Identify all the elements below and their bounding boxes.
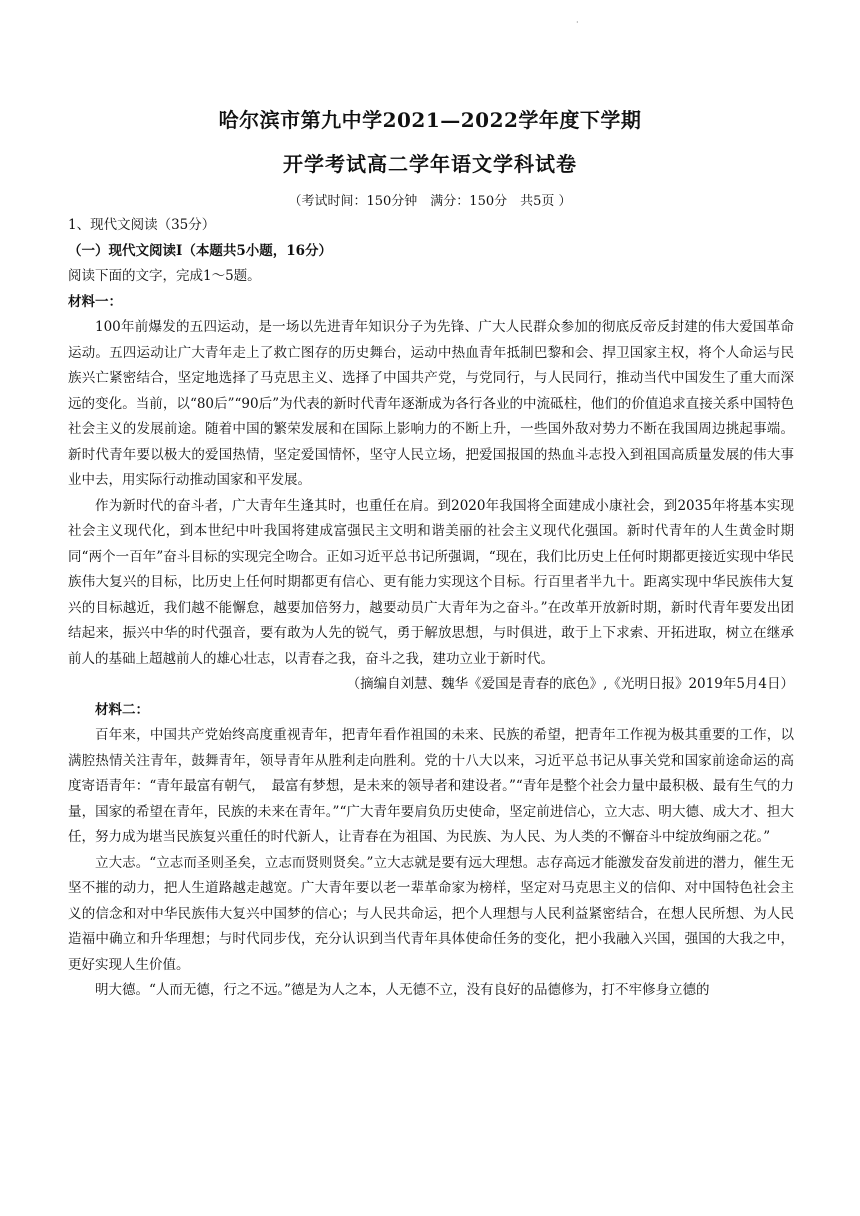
exam-info: （考试时间：150分钟 满分：150分 共5页 ） — [288, 194, 572, 209]
instruction: 阅读下面的文字，完成1～5题。 — [68, 268, 261, 284]
material1-label: 材料一： — [68, 293, 122, 310]
exam-body — [68, 213, 794, 1004]
material2-paragraph: 立大志。“立志而圣则圣矣，立志而贤则贤矣。”立大志就是要有远大理想。志存高远才能激发奋发前进的潜力，催生无坚不摧的动力，把人生道路越走越宽。广大青年要以老一辈革命家为榜样，坚定对马克思主义的信仰、对中国特色社会主义的信念和对中华民族伟大复兴中国梦的信心；与人民共命运，把个人理想与人民利益紧密结合，在想人民所想、为人民造福中确立和升华理想；与时代同步伐，充分认识到当代青年具体使命任务的变化，把小我融入兴国，强国的大我之中，更好实现人生价值。 — [68, 854, 794, 973]
material1-paragraph: 作为新时代的奋斗者，广大青年生逢其时，也重任在肩。到2020年我国将全面建成小康社会，到2035年将基本实现社会主义现代化，到本世纪中叶我国将建成富强民主文明和谐美丽的社会主义现代化强国。新时代青年的人生黄金时期同“两个一百年”奋斗目标的实现完全吻合。正如习近平总书记所强调，“现在，我们比历史上任何时期都更接近实现中华民族伟大复兴的目标，比历史上任何时期都更有信心、更有能力实现这个目标。行百里者半九十。距离实现中华民族伟大复兴的目标越近，我们越不能懈怠，越要加倍努力，越要动员广大青年为之奋斗。”在改革开放新时期，新时代青年要发出团结起来，振兴中华的时代强音，要有敢为人先的锐气，勇于解放思想，与时俱进，敢于上下求索、开拓进取，树立在继承前人的基础上超越前人的雄心壮志，以青春之我，奋斗之我，建功立业于新时代。 — [68, 497, 794, 667]
material2-paragraph: 百年来，中国共产党始终高度重视青年，把青年看作祖国的未来、民族的希望，把青年工作视为极其重要的工作，以满腔热情关注青年，鼓舞青年，领导青年从胜利走向胜利。党的十八大以来，习近平总书记从事关党和国家前途命运的高度寄语青年：“青年最富有朝气， 最富有梦想，是未来的领导者和建设者。”“青年是整个社会力量中最积极、最有生气的力量，国家的希望在青年，民族的未来在青年。”“广大青年要肩负历史使命，坚定前进信心，立大志、明大德、成大才、担大任，努力成为堪当民族复兴重任的时代新人，让青春在为祖国、为民族、为人民、为人类的不懈奋斗中绽放绚丽之花。” — [68, 727, 794, 845]
material2-paragraph: 明大德。“人而无德，行之不远。”德是为人之本，人无德不立，没有良好的品德修为，打不牢修身立德的 — [95, 982, 710, 998]
header-mark: · — [576, 18, 579, 27]
exam-title-line1: 哈尔滨市第九中学2021—2022学年度下学期 — [218, 108, 642, 132]
subsection-heading: （一）现代文阅读Ⅰ（本题共5小题，16分） — [68, 242, 332, 259]
material1-source: （摘编自刘慧、魏华《爱国是青春的底色》,《光明日报》2019年5月4日） — [346, 676, 794, 692]
exam-title-line2: 开学考试高二学年语文学科试卷 — [283, 152, 577, 176]
section-heading: 1、现代文阅读（35分） — [68, 217, 216, 233]
material2-label: 材料二： — [95, 701, 149, 718]
material1-paragraph: 100年前爆发的五四运动，是一场以先进青年知识分子为先锋、广大人民群众参加的彻底反帝反封建的伟大爱国革命运动。五四运动让广大青年走上了救亡图存的历史舞台，运动中热血青年抵制巴黎和会、捍卫国家主权，将个人命运与民族兴亡紧密结合，坚定地选择了马克思主义、选择了中国共产党，与党同行，与人民同行，推动当代中国发生了重大而深远的变化。当前，以“80后”“90后”为代表的新时代青年逐渐成为各行各业的中流砥柱，他们的价值追求直接关系中国特色社会主义的发展前途。随着中国的繁荣发展和在国际上影响力的不断上升，一些国外敌对势力不断在我国周边挑起事端。新时代青年要以极大的爱国热情，坚定爱国情怀，坚守人民立场，把爱国报国的热血斗志投入到祖国高质量发展的伟大事业中去，用实际行动推动国家和平发展。 — [68, 319, 794, 488]
